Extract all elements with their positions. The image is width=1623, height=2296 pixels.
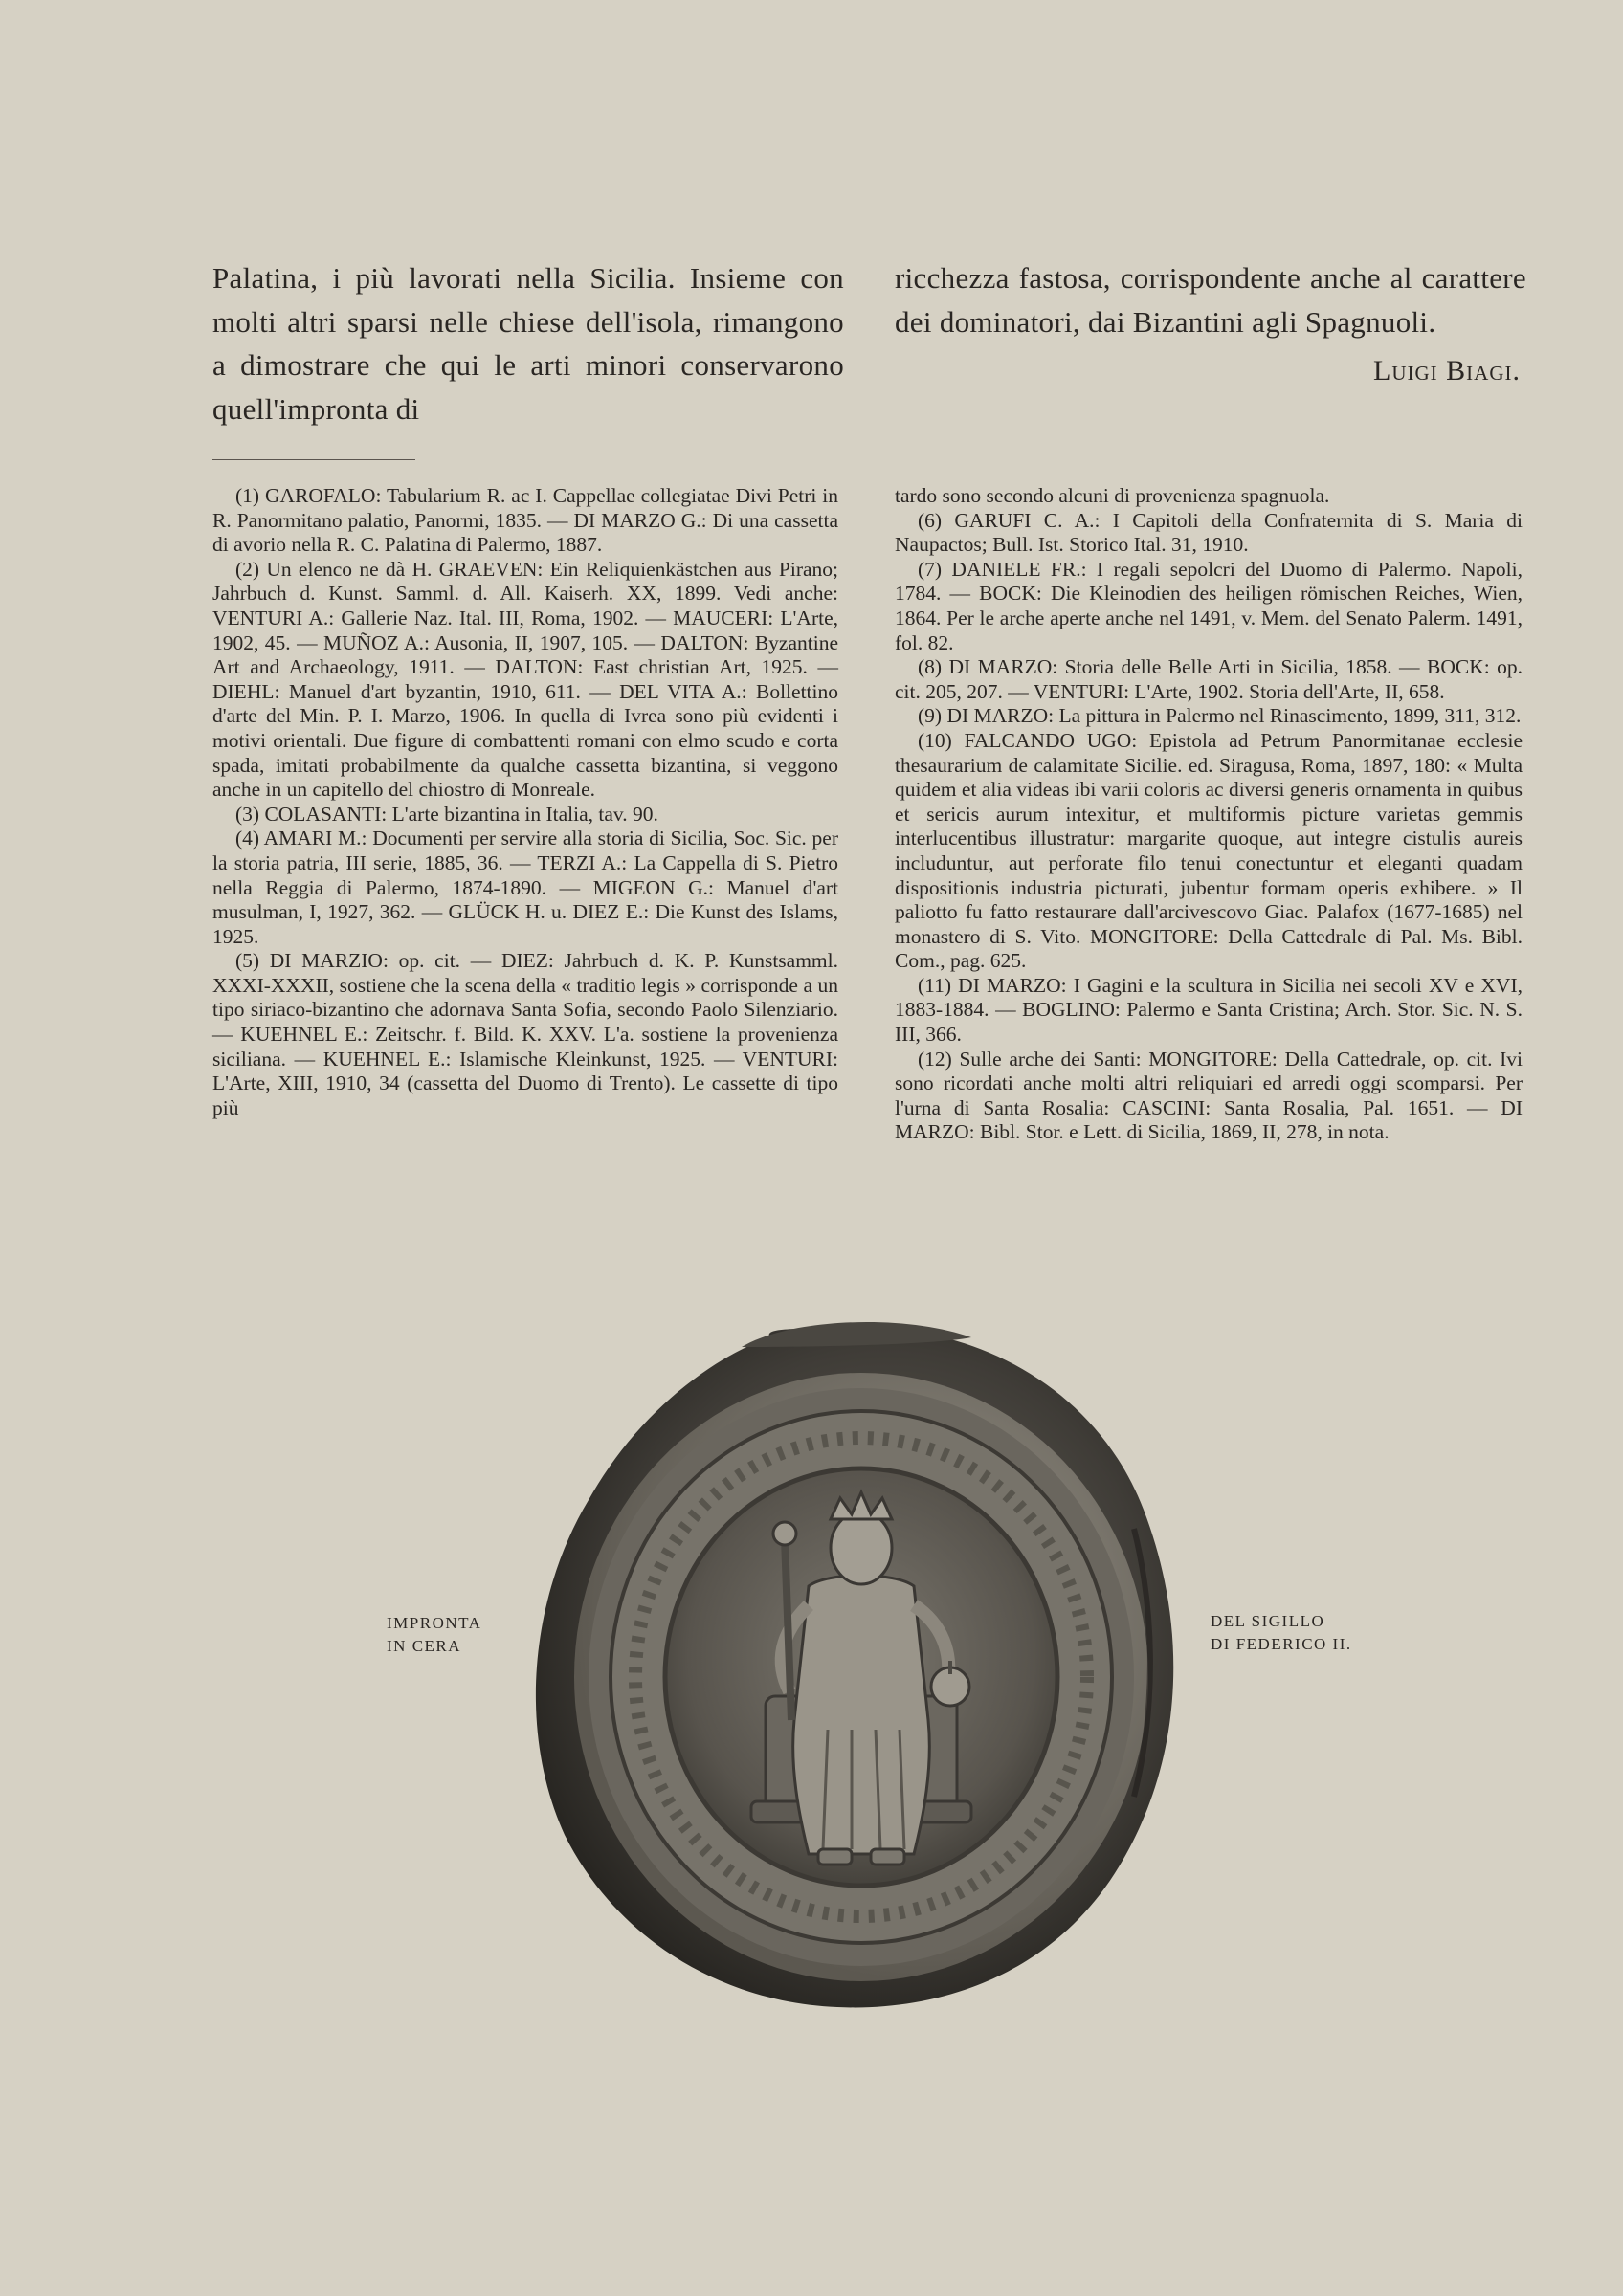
footnote-5-continued: tardo sono secondo alcuni di provenienza spagnuola.	[895, 484, 1330, 507]
footnotes-right-column	[895, 484, 1523, 1145]
body-paragraph-left: Palatina, i più lavorati nella Sicilia. Insieme con molti altri sparsi nelle chiese dell'isola, rimangono a dimostrare che qui le arti minori conservarono quell'impronta di	[212, 261, 844, 426]
footnote-1: (1) GAROFALO: Tabularium R. ac I. Cappellae collegiatae Divi Petri in R. Panormitano palatio, Panormi, 1835. — DI MARZO G.: Di una cassetta di avorio nella R. C. Palatina di Palermo, 1887.	[212, 484, 838, 557]
seal-svg	[522, 1318, 1182, 2015]
caption-left-line-2: IN CERA	[387, 1637, 462, 1655]
author-signature: Luigi Biagi.	[1373, 355, 1521, 386]
caption-left-line-1: IMPRONTA	[387, 1614, 482, 1632]
caption-right-line-2: DI FEDERICO II.	[1211, 1635, 1352, 1653]
wax-seal-image	[522, 1318, 1182, 2015]
body-text-left	[212, 256, 844, 430]
footnote-5: (5) DI MARZIO: op. cit. — DIEZ: Jahrbuch d. K. P. Kunstsamml. XXXI-XXXII, sostiene che la scena della « traditio legis » corrisponde a un tipo siriaco-bizantino che adornava Santa Sofia, secondo Paolo Silenziario. — KUEHNEL E.: Zeitschr. f. Bild. K. XXV. L'a. sostiene la provenienza siciliana. — KUEHNEL E.: Islamische Kleinkunst, 1925. — VENTURI: L'Arte, XIII, 1910, 34 (cassetta del Duomo di Trento). Le cassette di tipo più	[212, 949, 838, 1119]
footnote-6: (6) GARUFI C. A.: I Capitoli della Confraternita di S. Maria di Naupactos; Bull. Ist. Storico Ital. 31, 1910.	[895, 508, 1523, 557]
footnote-10: (10) FALCANDO UGO: Epistola ad Petrum Panormitanae ecclesie thesaurarium de calamitate Sicilie. ed. Siragusa, Roma, 1897, 180: « Multa quidem et alia videas ibi varii coloris ac diversi generis ornamenta in quibus et sericis aurum intexitur, et multiformis picture varietas gemmis interlucentibus illustratur: margarite quoque, aut integre cistulis aureis includuntur, aut perforate filo tenui conectuntur et eleganti quadam dispositionis industria picturati, jubentur formam operis exhibere. » Il paliotto fu fatto restaurare dall'arcivescovo Giac. Palafox (1677-1685) nel monastero di S. Vito. MONGITORE: Della Cattedrale di Pal. Ms. Bibl. Com., pag. 625.	[895, 728, 1523, 973]
caption-right-line-1: DEL SIGILLO	[1211, 1612, 1325, 1630]
footnote-4: (4) AMARI M.: Documenti per servire alla storia di Sicilia, Soc. Sic. per la storia patria, III serie, 1885, 36. — TERZI A.: La Cappella di S. Pietro nella Reggia di Palermo, 1874-1890. — MIGEON G.: Manuel d'art musulman, I, 1927, 362. — GLÜCK H. u. DIEZ E.: Die Kunst des Islams, 1925.	[212, 827, 838, 948]
footnote-11: (11) DI MARZO: I Gagini e la scultura in Sicilia nei secoli XV e XVI, 1883-1884. — BOGLINO: Palermo e Santa Cristina; Arch. Stor. Sic. N. S. III, 366.	[895, 973, 1523, 1047]
footnote-7: (7) DANIELE FR.: I regali sepolcri del Duomo di Palermo. Napoli, 1784. — BOCK: Die Kleinodien des heiligen römischen Reiches, Wien, 1864. Per le arche aperte anche nel 1491, v. Mem. del Senato Palerm. 1491, fol. 82.	[895, 557, 1523, 654]
caption-right	[1211, 1610, 1352, 1656]
caption-left	[387, 1612, 481, 1658]
footnote-8: (8) DI MARZO: Storia delle Belle Arti in Sicilia, 1858. — BOCK: op. cit. 205, 207. — VENTURI: L'Arte, 1902. Storia dell'Arte, II, 658.	[895, 655, 1523, 703]
footnote-9: (9) DI MARZO: La pittura in Palermo nel Rinascimento, 1899, 311, 312.	[918, 704, 1522, 728]
body-text-right	[895, 256, 1526, 393]
body-paragraph-right: ricchezza fastosa, corrispondente anche al carattere dei dominatori, dai Bizantini agli Spagnuoli.	[895, 261, 1526, 339]
footnote-2: (2) Un elenco ne dà H. GRAEVEN: Ein Reliquienkästchen aus Pirano; Jahrbuch d. Kunst. Samml. d. All. Kaiserh. XX, 1899. Vedi anche: VENTURI A.: Gallerie Naz. Ital. III, Roma, 1902. — MAUCERI: L'Arte, 1902, 45. — MUÑOZ A.: Ausonia, II, 1907, 105. — DALTON: Byzantine Art and Archaeology, 1911. — DALTON: East christian Art, 1925. — DIEHL: Manuel d'art byzantin, 1910, 611. — DEL VITA A.: Bollettino d'arte del Min. P. I. Marzo, 1906. In quella di Ivrea sono più evidenti i motivi orientali. Due figure di combattenti romani con elmo scudo e corta spada, imitati probabilmente da qualche cassetta bizantina, si veggono anche in un capitello del chiostro di Monreale.	[212, 557, 838, 802]
footnote-divider	[212, 459, 415, 460]
footnote-12: (12) Sulle arche dei Santi: MONGITORE: Della Cattedrale, op. cit. Ivi sono ricordati anche molti altri reliquiari ed arredi oggi scomparsi. Per l'urna di Santa Rosalia: CASCINI: Santa Rosalia, Pal. 1651. — DI MARZO: Bibl. Stor. e Lett. di Sicilia, 1869, II, 278, in nota.	[895, 1047, 1523, 1144]
footnotes-left-column	[212, 484, 838, 1120]
footnote-3: (3) COLASANTI: L'arte bizantina in Italia, tav. 90.	[235, 802, 658, 826]
